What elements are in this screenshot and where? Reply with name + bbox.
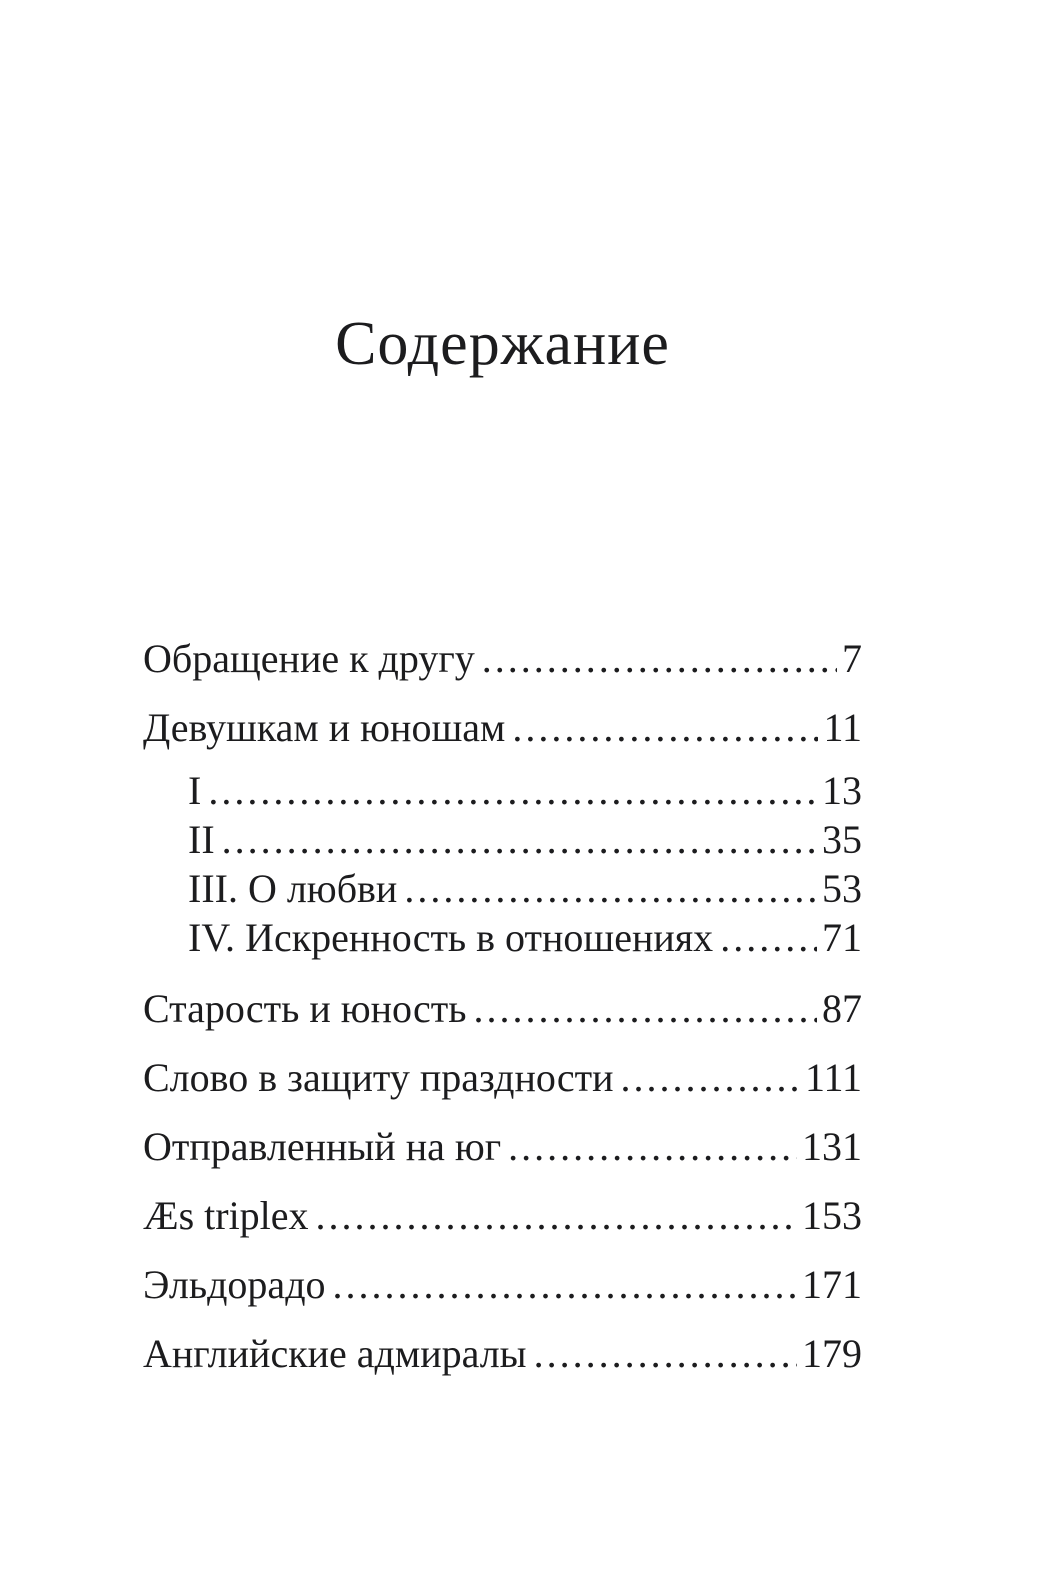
toc-entry-page: 71 bbox=[822, 915, 862, 960]
toc-entry-label: I bbox=[188, 768, 202, 813]
toc-entry-page: 13 bbox=[822, 768, 862, 813]
dot-leader bbox=[404, 868, 817, 910]
toc-entry bbox=[143, 1264, 862, 1306]
toc-entry-page: 87 bbox=[822, 986, 862, 1031]
toc-entry-page: 7 bbox=[842, 636, 862, 681]
toc-entry-page: 35 bbox=[822, 817, 862, 862]
toc-entry bbox=[143, 1126, 862, 1168]
dot-leader bbox=[508, 1126, 797, 1168]
toc-entry bbox=[143, 917, 862, 959]
toc-entry bbox=[143, 988, 862, 1030]
toc-entry-label: Æs triplex bbox=[143, 1193, 309, 1238]
toc-entry-label: II bbox=[188, 817, 215, 862]
toc-entry-page: 131 bbox=[802, 1124, 862, 1169]
toc-entry-label: Слово в защиту праздности bbox=[143, 1055, 614, 1100]
toc-entry-label: Обращение к другу bbox=[143, 636, 475, 681]
toc-entry-page: 153 bbox=[802, 1193, 862, 1238]
toc-entry bbox=[143, 1333, 862, 1375]
toc-entry bbox=[143, 819, 862, 861]
dot-leader bbox=[482, 638, 837, 680]
dot-leader bbox=[720, 917, 817, 959]
dot-leader bbox=[512, 707, 818, 749]
toc-entry-label: Английские адмиралы bbox=[143, 1331, 527, 1376]
toc-entry-page: 11 bbox=[823, 705, 862, 750]
toc-entry bbox=[143, 638, 862, 680]
dot-leader bbox=[474, 988, 817, 1030]
toc-entry-label: Эльдорадо bbox=[143, 1262, 326, 1307]
toc-entry bbox=[143, 1195, 862, 1237]
toc-entry bbox=[143, 770, 862, 812]
toc-entry-page: 111 bbox=[804, 1055, 862, 1100]
toc-entry bbox=[143, 868, 862, 910]
toc-entry bbox=[143, 1057, 862, 1099]
toc-entry-label: IV. Искренность в отношениях bbox=[188, 915, 714, 960]
page-title: Содержание bbox=[335, 310, 670, 378]
dot-leader bbox=[621, 1057, 800, 1099]
toc-entry-label: III. О любви bbox=[188, 866, 398, 911]
toc-entry-page: 171 bbox=[802, 1262, 862, 1307]
table-of-contents bbox=[143, 638, 862, 1375]
dot-leader bbox=[208, 770, 817, 812]
toc-entry-page: 53 bbox=[822, 866, 862, 911]
toc-entry bbox=[143, 707, 862, 749]
toc-entry-page: 179 bbox=[802, 1331, 862, 1376]
dot-leader bbox=[316, 1195, 797, 1237]
dot-leader bbox=[534, 1333, 797, 1375]
dot-leader bbox=[333, 1264, 797, 1306]
toc-entry-label: Девушкам и юношам bbox=[143, 705, 506, 750]
toc-entry-label: Старость и юность bbox=[143, 986, 467, 1031]
toc-entry-label: Отправленный на юг bbox=[143, 1124, 502, 1169]
dot-leader bbox=[222, 819, 817, 861]
